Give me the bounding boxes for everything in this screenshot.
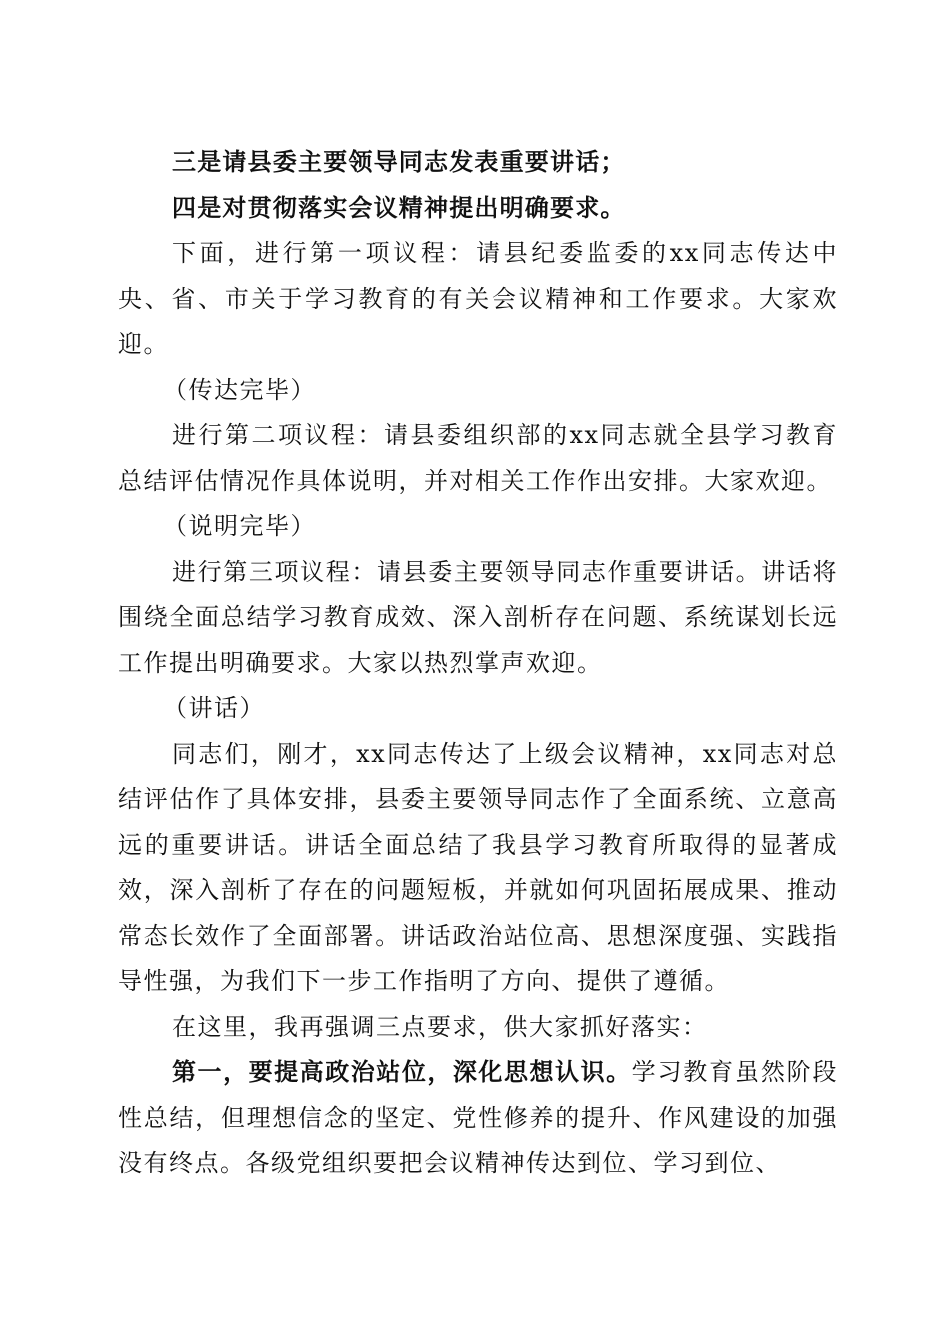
relay-finished-note: （传达完毕）	[163, 375, 316, 404]
document-body	[118, 140, 838, 1187]
agenda-item-3: 三是请县委主要领导同志发表重要讲话；	[172, 148, 626, 176]
first-agenda-paragraph: 下面，进行第一项议程：请县纪委监委的xx同志传达中央、省、市关于学习教育的有关会议精神和工作要求。大家欢迎。	[118, 239, 838, 358]
first-requirement-paragraph	[118, 1050, 838, 1187]
agenda-item-4: 四是对贯彻落实会议精神提出明确要求。	[172, 193, 626, 222]
requirements-intro: 在这里，我再强调三点要求，供大家抓好落实：	[172, 1012, 708, 1041]
summary-paragraph: 同志们，刚才，xx同志传达了上级会议精神，xx同志对总结评估作了具体安排，县委主要领导同志作了全面系统、立意高远的重要讲话。讲话全面总结了我县学习教育所取得的显著成效，深入剖析了存在的问题短板，并就如何巩固拓展成果、推动常态长效作了全面部署。讲话政治站位高、思想深度强、实践指导性强，为我们下一步工作指明了方向、提供了遵循。	[118, 739, 838, 995]
second-agenda-paragraph: 进行第二项议程：请县委组织部的xx同志就全县学习教育总结评估情况作具体说明，并对相关工作作出安排。大家欢迎。	[118, 421, 838, 495]
first-requirement-body: 学习教育虽然阶段性总结，但理想信念的坚定、党性修养的提升、作风建设的加强没有终点。各级党组织要把会议精神传达到位、学习到位、	[118, 1058, 838, 1177]
explanation-finished-note: （说明完毕）	[163, 512, 316, 540]
speech-note: （讲话）	[163, 694, 265, 722]
first-requirement-heading: 第一，要提高政治站位，深化思想认识。	[172, 1058, 632, 1086]
third-agenda-paragraph: 进行第三项议程：请县委主要领导同志作重要讲话。讲话将围绕全面总结学习教育成效、深入剖析存在问题、系统谋划长远工作提出明确要求。大家以热烈掌声欢迎。	[118, 557, 838, 677]
